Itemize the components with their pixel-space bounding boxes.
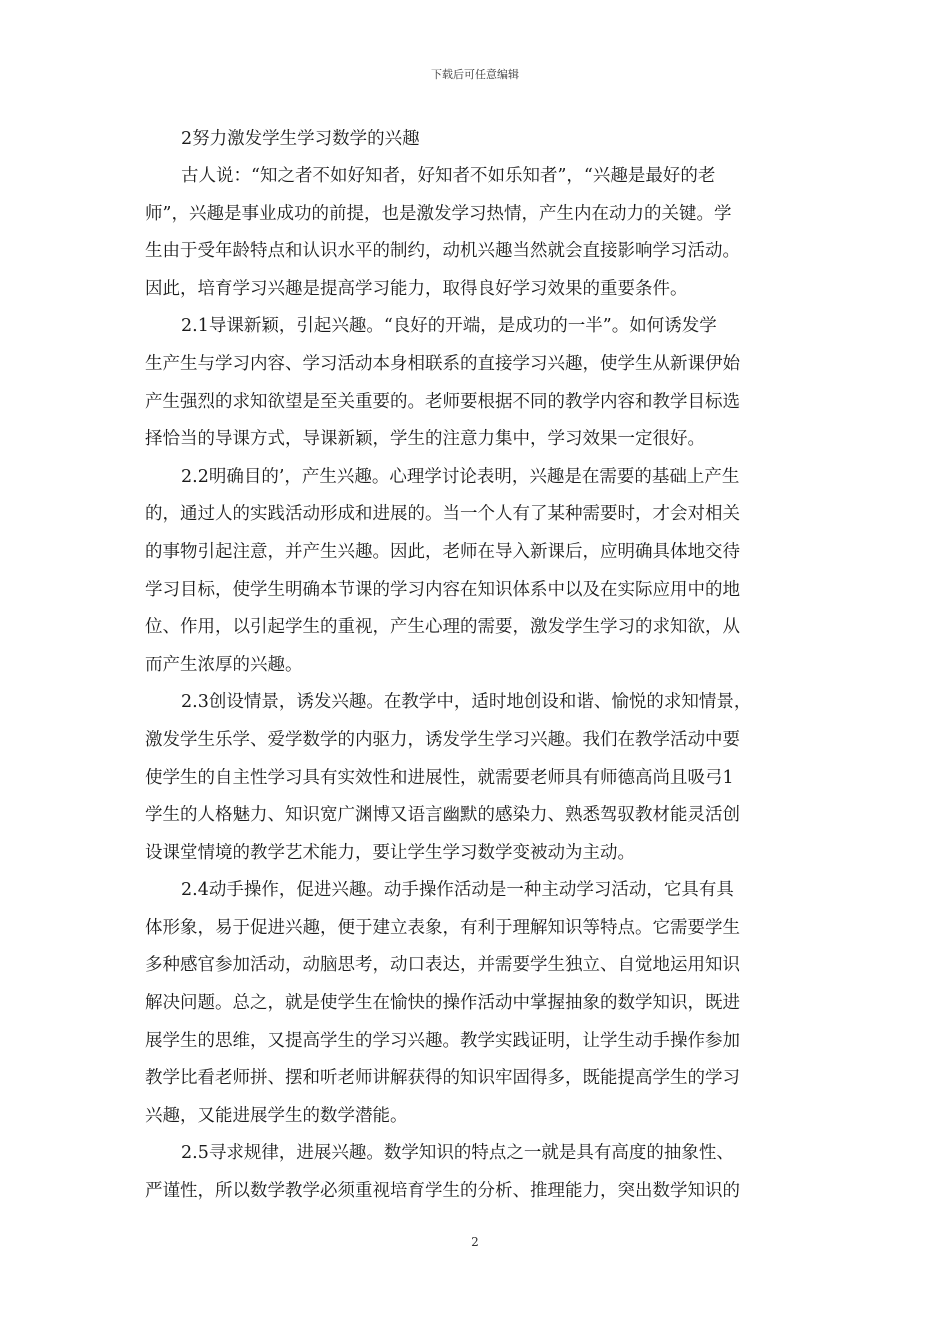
paragraph-line: 2.4动手操作，促进兴趣。动手操作活动是一种主动学习活动，它具有具 bbox=[181, 880, 734, 901]
paragraph-line: 兴趣，又能进展学生的数学潜能。 bbox=[145, 1105, 408, 1126]
paragraph-line: 生产生与学习内容、学习活动本身相联系的直接学习兴趣，使学生从新课伊始 bbox=[145, 353, 740, 374]
paragraph bbox=[145, 459, 808, 685]
paragraph-line: 严谨性，所以数学教学必须重视培育学生的分析、推理能力，突出数学知识的 bbox=[145, 1181, 740, 1202]
paragraph-line: 的，通过人的实践活动形成和进展的。当一个人有了某种需要时，才会对相关 bbox=[145, 504, 740, 525]
paragraph-line: 体形象，易于促进兴趣，便于建立表象，有利于理解知识等特点。它需要学生 bbox=[145, 917, 740, 938]
paragraph-line: 位、作用，以引起学生的重视，产生心理的需要，激发学生学习的求知欲，从 bbox=[145, 617, 740, 638]
paragraph-line: 的事物引起注意，并产生兴趣。因此，老师在导入新课后，应明确具体地交待 bbox=[145, 541, 740, 562]
paragraph-line: 学习目标，使学生明确本节课的学习内容在知识体系中以及在实际应用中的地 bbox=[145, 579, 740, 600]
paragraph bbox=[145, 308, 808, 458]
paragraph-line: 学生的人格魅力、知识宽广渊博又语言幽默的感染力、熟悉驾驭教材能灵活创 bbox=[145, 805, 740, 826]
paragraph bbox=[145, 158, 808, 308]
paragraph-line: 2.2明确目的’，产生兴趣。心理学讨论表明，兴趣是在需要的基础上产生 bbox=[181, 466, 740, 487]
paragraph-line: 解决问题。总之，就是使学生在愉快的操作活动中掌握抽象的数学知识，既进 bbox=[145, 993, 740, 1014]
page-header-note: 下载后可任意编辑 bbox=[431, 68, 519, 81]
paragraph-line: 展学生的思维，又提高学生的学习兴趣。教学实践证明，让学生动手操作参加 bbox=[145, 1030, 740, 1051]
paragraph-line: 古人说：“知之者不如好知者，好知者不如乐知者”，“兴趣是最好的老 bbox=[181, 166, 716, 186]
paragraph-line: 2.1导课新颖，引起兴趣。“良好的开端，是成功的一半”。如何诱发学 bbox=[181, 316, 717, 337]
paragraph-line: 多种感官参加活动，动脑思考，动口表达，并需要学生独立、自觉地运用知识 bbox=[145, 955, 740, 976]
paragraph-line: 2.5寻求规律，进展兴趣。数学知识的特点之一就是具有高度的抽象性、 bbox=[181, 1143, 734, 1164]
paragraph-line: 而产生浓厚的兴趣。 bbox=[145, 654, 303, 675]
paragraph-line: 教学比看老师拼、摆和听老师讲解获得的知识牢固得多，既能提高学生的学习 bbox=[145, 1068, 740, 1089]
paragraph bbox=[145, 684, 808, 872]
paragraph bbox=[145, 1135, 808, 1210]
paragraph-line: 因此，培育学习兴趣是提高学习能力，取得良好学习效果的重要条件。 bbox=[145, 278, 688, 299]
section-heading: 2努力激发学生学习数学的兴趣 bbox=[181, 129, 420, 149]
paragraph-line: 2.3创设情景，诱发兴趣。在教学中，适时地创设和谐、愉悦的求知情景， bbox=[181, 692, 752, 713]
paragraph-line: 激发学生乐学、爱学数学的内驱力，诱发学生学习兴趣。我们在教学活动中要 bbox=[145, 729, 740, 750]
document-body bbox=[145, 121, 808, 1211]
paragraph-line: 择恰当的导课方式，导课新颖，学生的注意力集中，学习效果一定很好。 bbox=[145, 429, 705, 450]
paragraph-line: 生由于受年龄特点和认识水平的制约，动机兴趣当然就会直接影响学习活动。 bbox=[145, 241, 740, 262]
paragraph-line: 师”，兴趣是事业成功的前提，也是激发学习热情，产生内在动力的关键。学 bbox=[145, 203, 732, 224]
paragraph-line: 设课堂情境的教学艺术能力，要让学生学习数学变被动为主动。 bbox=[145, 842, 635, 863]
paragraph-line: 使学生的自主性学习具有实效性和进展性，就需要老师具有师德高尚且吸弓1 bbox=[145, 767, 734, 788]
paragraph bbox=[145, 872, 808, 1135]
page-number: 2 bbox=[471, 1235, 479, 1249]
paragraph-line: 产生强烈的求知欲望是至关重要的。老师要根据不同的教学内容和教学目标选 bbox=[145, 391, 740, 412]
